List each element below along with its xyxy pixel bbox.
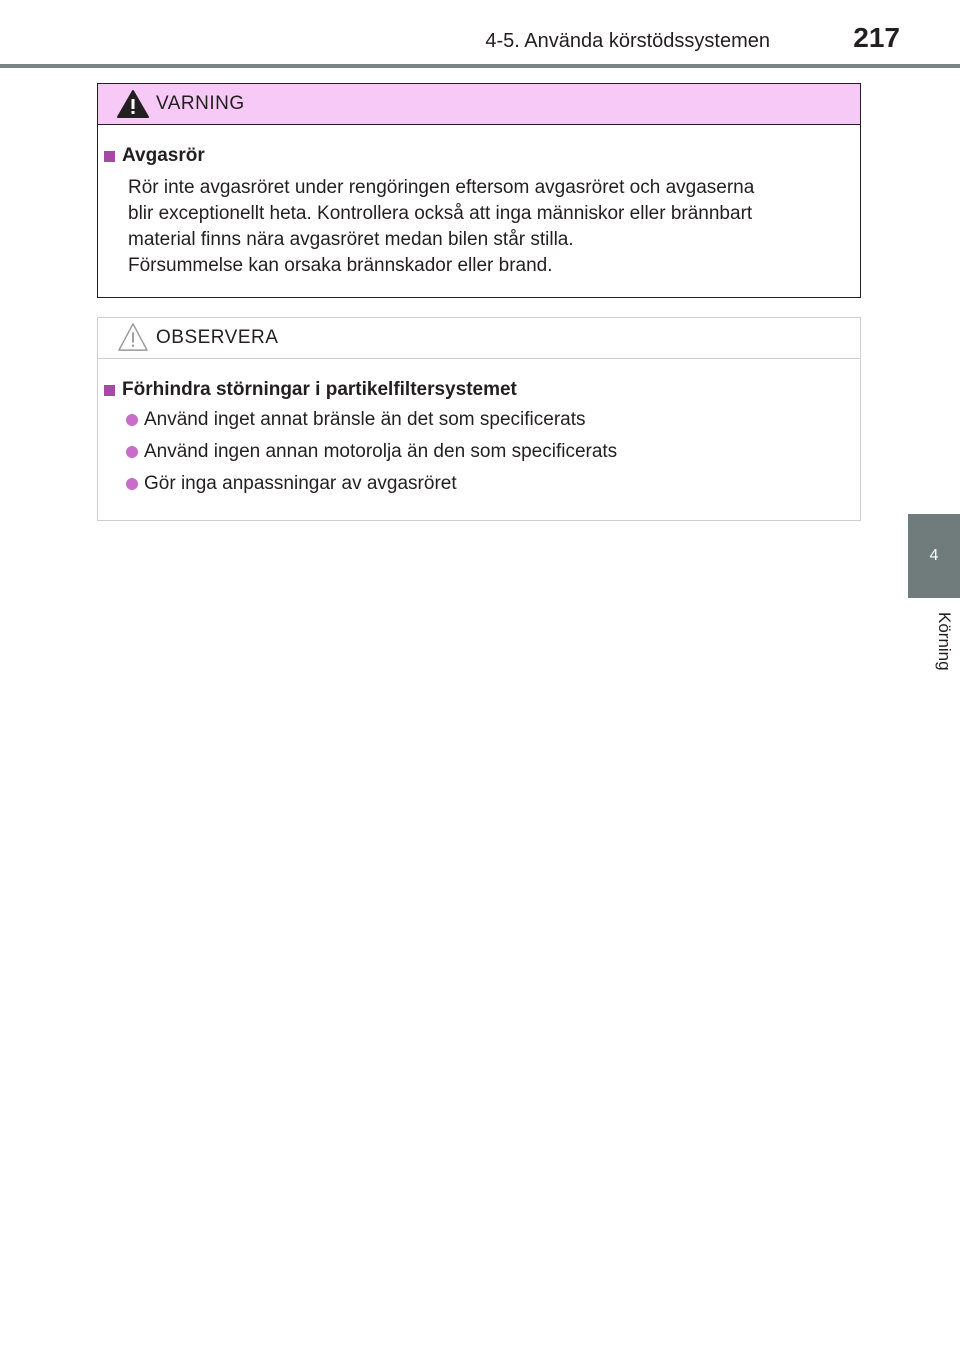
list-item-text: Gör inga anpassningar av avgasröret bbox=[144, 473, 457, 494]
notice-title bbox=[104, 377, 844, 403]
warning-header bbox=[98, 84, 860, 125]
list-item bbox=[126, 439, 844, 465]
warning-triangle-icon bbox=[116, 89, 150, 119]
notice-box bbox=[97, 317, 861, 521]
chapter-number: 4 bbox=[929, 547, 939, 564]
list-item-text: Använd ingen annan motorolja än den som specificerats bbox=[144, 441, 618, 462]
list-item bbox=[126, 471, 844, 497]
notice-list bbox=[126, 407, 844, 497]
notice-body bbox=[98, 359, 860, 497]
warning-title-text: Avgasrör bbox=[122, 145, 205, 166]
warning-box bbox=[97, 83, 861, 298]
dot-bullet-icon bbox=[126, 446, 138, 458]
warning-paragraph bbox=[128, 175, 844, 279]
notice-header bbox=[98, 318, 860, 359]
notice-heading: OBSERVERA bbox=[156, 327, 279, 348]
chapter-label: Körning bbox=[935, 612, 954, 671]
warning-line: blir exceptionellt heta. Kontrollera också att inga människor eller brännbart bbox=[128, 203, 753, 224]
notice-title-text: Förhindra störningar i partikelfiltersystemet bbox=[122, 379, 517, 400]
header-rule bbox=[0, 64, 960, 68]
warning-heading: VARNING bbox=[156, 93, 245, 114]
section-title: 4-5. Använda körstödssystemen bbox=[485, 30, 770, 52]
square-bullet-icon bbox=[104, 385, 115, 396]
list-item bbox=[126, 407, 844, 433]
chapter-tab bbox=[908, 514, 960, 598]
page-number: 217 bbox=[853, 22, 900, 53]
square-bullet-icon bbox=[104, 151, 115, 162]
warning-title bbox=[104, 143, 844, 169]
dot-bullet-icon bbox=[126, 478, 138, 490]
list-item-text: Använd inget annat bränsle än det som specificerats bbox=[144, 409, 586, 430]
warning-line: material finns nära avgasröret medan bilen står stilla. bbox=[128, 229, 574, 250]
warning-line: Försummelse kan orsaka brännskador eller brand. bbox=[128, 255, 553, 276]
caution-triangle-outline-icon bbox=[116, 322, 150, 352]
warning-body bbox=[98, 125, 860, 279]
warning-line: Rör inte avgasröret under rengöringen eftersom avgasröret och avgaserna bbox=[128, 177, 755, 198]
dot-bullet-icon bbox=[126, 414, 138, 426]
